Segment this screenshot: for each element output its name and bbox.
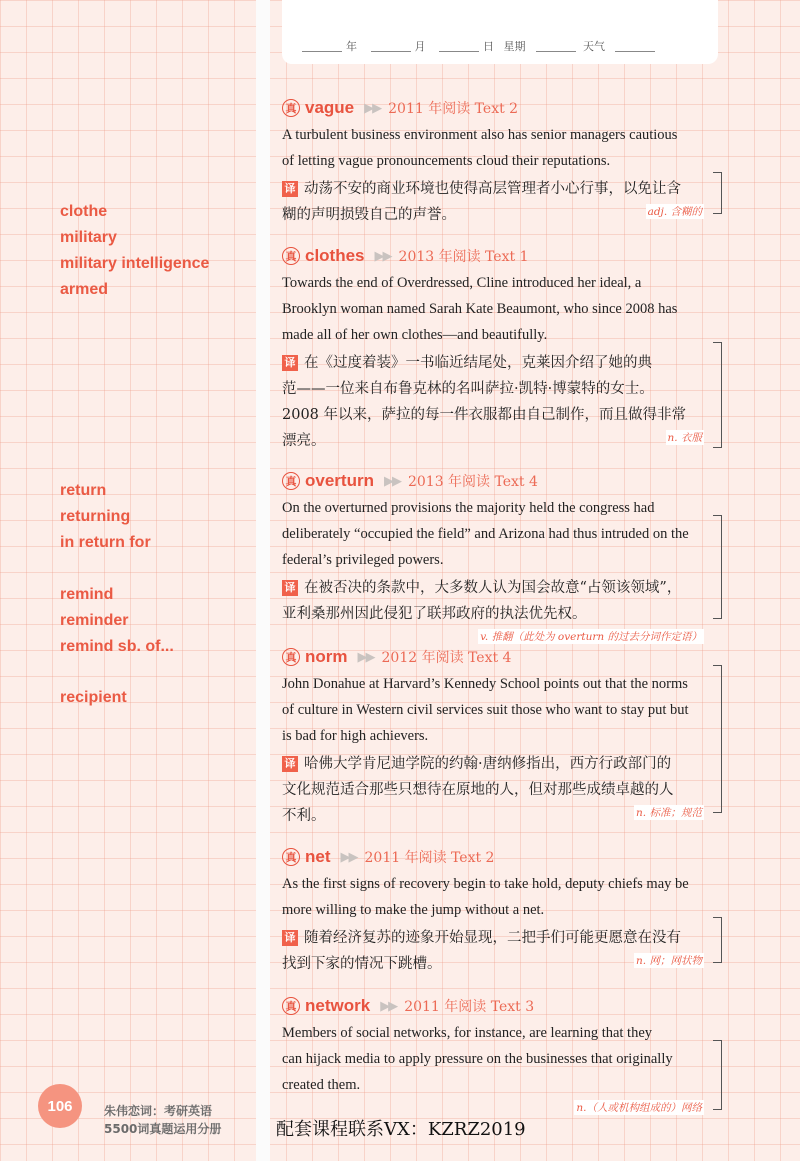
- yi-badge-icon: 译: [282, 181, 298, 197]
- english-line: can hijack media to apply pressure on the businesses that originally: [282, 1051, 673, 1067]
- bracket-line: [713, 917, 722, 963]
- word-meaning: adj. 含糊的: [647, 206, 702, 218]
- english-line: is bad for high achievers.: [282, 728, 429, 744]
- chinese-line: 在被否决的条款中，大多数人认为国会故意“占领该领域”，: [304, 580, 682, 596]
- entry-word: clothes: [305, 246, 365, 265]
- entry-source: 2011 年阅读 Text 2: [364, 850, 495, 866]
- zhen-badge-icon: 真: [282, 848, 300, 866]
- chinese-line: 文化规范适合那些只想待在原地的人，但对那些成绩卓越的人: [282, 782, 674, 798]
- date-header: [282, 0, 718, 64]
- chinese-line: 在《过度着装》一书临近结尾处，克莱因介绍了她的典: [304, 355, 652, 371]
- vocab-entry-net: [282, 845, 720, 977]
- yi-badge-icon: 译: [282, 355, 298, 371]
- page-number: 106: [38, 1084, 82, 1128]
- word-meaning: n. 衣服: [667, 432, 702, 444]
- english-line: federal’s privileged powers.: [282, 552, 444, 568]
- entry-word: vague: [305, 98, 355, 117]
- contact-note: 配套课程联系VX：KZRZ2019: [276, 1119, 526, 1140]
- english-line: John Donahue at Harvard’s Kennedy School points out that the norms: [282, 676, 688, 692]
- keyword: remind: [60, 586, 114, 603]
- bracket-line: [713, 515, 722, 619]
- date-day-label: 日: [483, 40, 494, 53]
- english-sentence: [282, 871, 720, 923]
- book-title-line2: 5500词真题运用分册: [104, 1122, 222, 1136]
- keyword: military: [60, 229, 117, 246]
- zhen-badge-icon: 真: [282, 648, 300, 666]
- entry-word: norm: [305, 647, 348, 666]
- english-line: of culture in Western civil services suit those who want to stay put but: [282, 702, 689, 718]
- english-line: more willing to make the jump without a net.: [282, 902, 545, 918]
- zhen-badge-icon: 真: [282, 99, 300, 117]
- chinese-line: 糊的声明损毁自己的声誉。: [282, 207, 456, 223]
- chinese-line: 随着经济复苏的迹象开始显现，二把手们可能更愿意在没有: [304, 930, 681, 946]
- bracket-line: [713, 342, 722, 448]
- english-line: made all of her own clothes—and beautifully.: [282, 327, 548, 343]
- english-line: On the overturned provisions the majority held the congress had: [282, 500, 655, 516]
- english-line: As the first signs of recovery begin to take hold, deputy chiefs may be: [282, 876, 689, 892]
- zhen-badge-icon: 真: [282, 472, 300, 490]
- bracket-line: [713, 1040, 722, 1110]
- keyword-group: [60, 199, 209, 303]
- arrow-icon: ▶▶: [383, 473, 400, 489]
- zhen-badge-icon: 真: [282, 247, 300, 265]
- chinese-translation: [282, 925, 720, 977]
- keyword: returning: [60, 508, 131, 525]
- vocab-entry-clothes: [282, 244, 720, 454]
- english-line: Members of social networks, for instance, are learning that they: [282, 1025, 653, 1041]
- keyword-group: [60, 582, 174, 660]
- entry-word: network: [305, 996, 371, 1015]
- word-meaning: n. 网；网状物: [636, 955, 702, 967]
- keyword: in return for: [60, 534, 151, 551]
- chinese-line: 2008 年以来，萨拉的每一件衣服都由自己制作，而且做得非常: [282, 407, 687, 423]
- book-title-line1: 朱伟恋词：考研英语: [104, 1104, 213, 1118]
- english-line: deliberately “occupied the field” and Arizona had thus intruded on the: [282, 526, 689, 542]
- entry-source: 2012 年阅读 Text 4: [381, 650, 512, 666]
- chinese-line: 不利。: [282, 808, 326, 824]
- english-line: of letting vague pronouncements cloud their reputations.: [282, 153, 611, 169]
- zhen-badge-icon: 真: [282, 997, 300, 1015]
- keyword: recipient: [60, 689, 127, 706]
- keyword: reminder: [60, 612, 129, 629]
- entry-source: 2013 年阅读 Text 1: [398, 249, 529, 265]
- entry-word: net: [305, 847, 331, 866]
- keyword-group: [60, 685, 127, 711]
- date-year-label: 年: [346, 40, 357, 53]
- keyword: remind sb. of...: [60, 638, 174, 655]
- english-sentence: [282, 495, 720, 573]
- arrow-icon: ▶▶: [374, 248, 391, 264]
- yi-badge-icon: 译: [282, 930, 298, 946]
- word-meaning: v. 推翻（此处为 overturn 的过去分词作定语）: [480, 631, 702, 643]
- chinese-line: 范——一位来自布鲁克林的名叫萨拉·凯特·博蒙特的女士。: [282, 381, 654, 397]
- date-weather-label: 天气: [583, 40, 605, 53]
- english-line: Brooklyn woman named Sarah Kate Beaumont, who since 2008 has: [282, 301, 678, 317]
- keyword: clothe: [60, 203, 108, 220]
- entry-source: 2013 年阅读 Text 4: [407, 474, 538, 490]
- arrow-icon: ▶▶: [357, 649, 374, 665]
- chinese-translation: [282, 176, 720, 228]
- keyword: military intelligence: [60, 255, 210, 272]
- vocab-entry-network: [282, 994, 720, 1114]
- keyword: return: [60, 482, 107, 499]
- yi-badge-icon: 译: [282, 580, 298, 596]
- chinese-line: 哈佛大学肯尼迪学院的约翰·唐纳修指出，西方行政部门的: [304, 756, 672, 772]
- bracket-line: [713, 172, 722, 214]
- english-sentence: [282, 1020, 720, 1098]
- vocab-entry-norm: [282, 645, 720, 829]
- vocab-entry-vague: [282, 96, 720, 228]
- keyword: armed: [60, 281, 109, 298]
- keyword-group: [60, 478, 151, 556]
- english-line: A turbulent business environment also has senior managers cautious: [282, 127, 678, 143]
- english-sentence: [282, 270, 720, 348]
- page-divider: [256, 0, 270, 1161]
- chinese-line: 找到下家的情况下跳槽。: [282, 956, 442, 972]
- word-meaning: n.（人或机构组成的）网络: [576, 1102, 702, 1114]
- english-sentence: [282, 671, 720, 749]
- english-line: Towards the end of Overdressed, Cline introduced her ideal, a: [282, 275, 642, 291]
- arrow-icon: ▶▶: [340, 849, 357, 865]
- arrow-icon: ▶▶: [380, 998, 397, 1014]
- vocab-entry-overturn: [282, 469, 720, 643]
- english-sentence: [282, 122, 720, 174]
- date-weekday-label: 星期: [503, 40, 526, 53]
- date-month-label: 月: [414, 40, 426, 53]
- chinese-translation: [282, 575, 720, 627]
- entry-source: 2011 年阅读 Text 2: [388, 101, 519, 117]
- english-line: created them.: [282, 1077, 361, 1093]
- chinese-translation: [282, 350, 720, 454]
- chinese-line: 动荡不安的商业环境也使得高层管理者小心行事，以免让含: [304, 181, 681, 197]
- arrow-icon: ▶▶: [364, 100, 381, 116]
- chinese-line: 亚利桑那州因此侵犯了联邦政府的执法优先权。: [282, 606, 587, 622]
- word-meaning: n. 标准；规范: [636, 807, 702, 819]
- chinese-line: 漂亮。: [282, 433, 326, 449]
- yi-badge-icon: 译: [282, 756, 298, 772]
- entry-source: 2011 年阅读 Text 3: [404, 999, 535, 1015]
- entry-word: overturn: [305, 471, 374, 490]
- bracket-line: [713, 665, 722, 813]
